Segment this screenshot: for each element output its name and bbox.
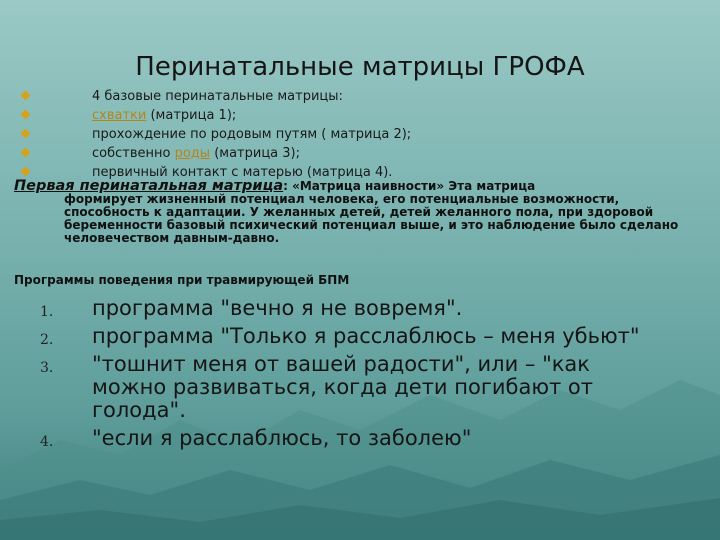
program-number: 1. <box>40 304 54 320</box>
slide-title: Перинатальные матрицы ГРОФА <box>135 52 585 82</box>
first-matrix-description: формирует жизненный потенциал человека, его потенциальные возможности, способность к адаптации. У желанных детей, детей желанного пола, при здоровой беременности базовый психический потенциал выше, и это наблюдение было сделано человечеством давным-давно. <box>64 192 679 245</box>
bullet-text: первичный контакт с матерью (матрица 4). <box>92 165 393 180</box>
bullet-item <box>20 144 700 163</box>
program-text: "если я расслаблюсь, то заболею" <box>92 426 472 450</box>
bullet-item <box>20 87 700 106</box>
program-item <box>40 325 670 348</box>
program-item <box>40 353 670 422</box>
diamond-bullet-icon <box>21 148 31 158</box>
diamond-bullet-icon <box>21 129 31 139</box>
bullet-text: прохождение по родовым путям ( матрица 2); <box>92 127 412 142</box>
first-matrix-paragraph <box>14 180 694 245</box>
bullet-text: 4 базовые перинатальные матрицы: <box>92 89 343 104</box>
programs-list <box>40 297 670 455</box>
programs-heading: Программы поведения при травмирующей БПМ <box>14 273 350 287</box>
matrices-bullet-list <box>20 87 700 182</box>
program-number: 3. <box>40 360 54 376</box>
diamond-bullet-icon <box>21 91 31 101</box>
program-text: программа "вечно я не вовремя". <box>92 296 463 320</box>
first-matrix-heading: Первая перинатальная матрица <box>14 178 284 194</box>
program-item <box>40 427 670 450</box>
link-skhvatki[interactable]: схватки <box>92 108 147 123</box>
bullet-item <box>20 125 700 144</box>
bullet-text-post: (матрица 3); <box>210 146 300 161</box>
diamond-bullet-icon <box>21 110 31 120</box>
bullet-item <box>20 106 700 125</box>
program-number: 2. <box>40 332 54 348</box>
first-matrix-lead: : «Матрица наивности» Эта матрица <box>283 179 536 193</box>
program-text: "тошнит меня от вашей радости", или – "как можно развиваться, когда дети погибают от голода". <box>92 352 594 422</box>
bullet-text-post: (матрица 1); <box>146 108 237 123</box>
bullet-text-pre: собственно <box>92 146 175 161</box>
program-item <box>40 297 670 320</box>
program-number: 4. <box>40 434 54 450</box>
diamond-bullet-icon <box>21 167 31 177</box>
program-text: программа "Только я расслаблюсь – меня убьют" <box>92 324 640 348</box>
link-rody[interactable]: роды <box>174 146 211 161</box>
